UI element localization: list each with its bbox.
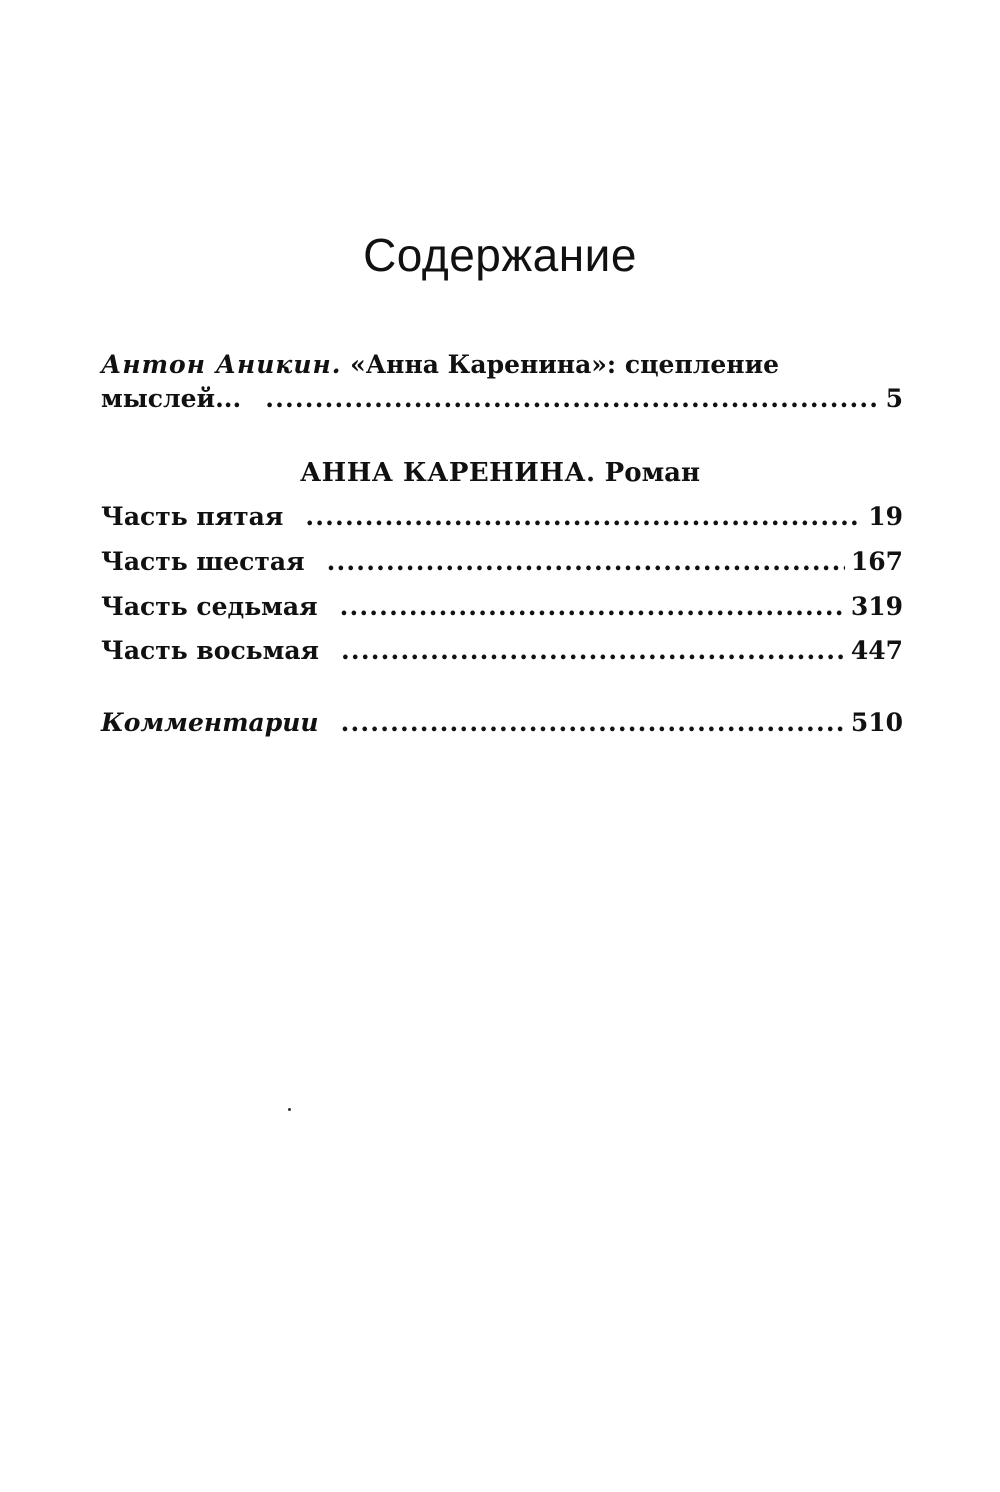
toc-entry-part [101, 500, 903, 534]
toc-entry-title-cont: мыслей... [101, 384, 242, 413]
toc-page-number: 19 [868, 502, 903, 531]
dot-leader [340, 590, 845, 624]
toc-entry-part [101, 545, 903, 579]
toc-entry-title: «Анна Каренина»: сцепление [350, 350, 780, 379]
toc-page-number: 167 [850, 547, 903, 576]
toc-entry-intro-line1 [101, 348, 903, 382]
section-title: АННА КАРЕНИНА. [299, 458, 596, 488]
toc-entry-intro [101, 348, 903, 416]
toc-entry-comments [101, 706, 903, 740]
dot-leader [327, 545, 845, 579]
toc-entry-label: Часть седьмая [101, 592, 318, 621]
section-subtitle: Роман [604, 458, 701, 488]
dot-leader [305, 500, 862, 534]
toc-page-number: 447 [850, 636, 903, 665]
dot-leader [341, 634, 845, 668]
page-title: Содержание [363, 229, 637, 281]
toc-entry-part [101, 634, 903, 668]
toc-entry-label: Часть пятая [101, 502, 284, 531]
toc-entry-label: Часть восьмая [101, 636, 320, 665]
toc-entry-label: Комментарии [101, 708, 319, 737]
dot-leader [265, 382, 879, 416]
toc-page-number: 510 [850, 708, 903, 737]
toc-entry-label: Часть шестая [101, 547, 305, 576]
section-heading [0, 458, 1000, 488]
toc-entry-author: Антон Аникин. [101, 350, 342, 379]
toc-page-number: 319 [850, 592, 903, 621]
toc-entry-intro-line2 [101, 382, 903, 416]
toc-entry-part [101, 590, 903, 624]
dot-leader [341, 706, 845, 740]
print-speck [288, 1108, 291, 1111]
toc-page-number: 5 [885, 384, 903, 413]
